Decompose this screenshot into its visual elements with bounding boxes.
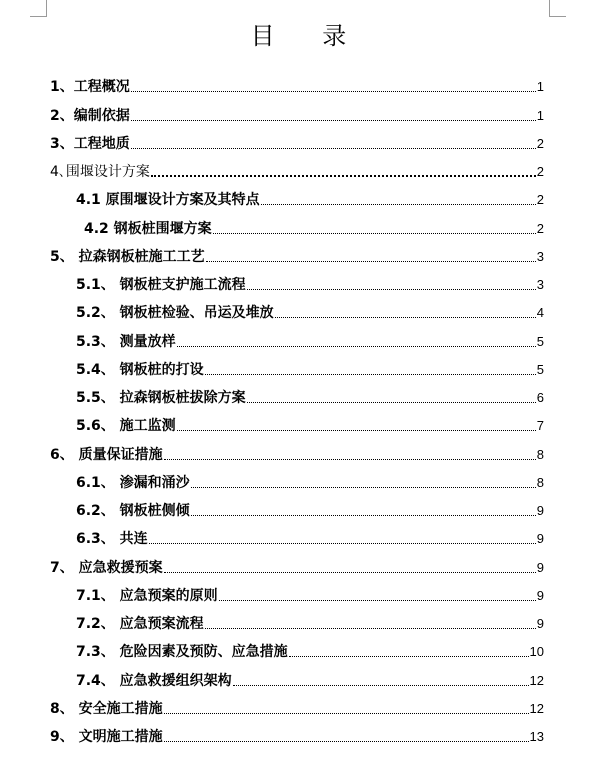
toc-leader-dots: [289, 656, 529, 657]
toc-entry-label: 8、 安全施工措施: [50, 700, 163, 717]
toc-entry-label: 5.6、 施工监测: [76, 418, 176, 435]
toc-entry-label: 5.4、 钢板桩的打设: [76, 361, 204, 378]
toc-entry-page: 2: [536, 192, 544, 208]
toc-entry[interactable]: [0, 661, 597, 689]
toc-entry[interactable]: [0, 96, 597, 124]
toc-entry-page: 1: [536, 107, 544, 123]
toc-entry-label: 7.1、 应急预案的原则: [76, 587, 218, 604]
page-corner-mark-left: [30, 0, 47, 17]
toc-entry[interactable]: [0, 266, 597, 294]
toc-entry-label: 3、工程地质: [50, 135, 130, 152]
toc-leader-dots: [247, 289, 536, 290]
toc-entry[interactable]: [0, 435, 597, 463]
toc-entry[interactable]: [0, 407, 597, 435]
toc-entry-page: 9: [536, 531, 544, 547]
toc-entry-page: 7: [536, 418, 544, 434]
toc-leader-dots: [191, 487, 536, 488]
toc-entry-page: 6: [536, 390, 544, 405]
toc-entry-label: 2、编制依据: [50, 107, 130, 124]
toc-entry-page: 3: [536, 277, 544, 292]
toc-entry[interactable]: [0, 351, 597, 379]
toc-entry-label: 6、 质量保证措施: [50, 446, 163, 463]
toc-leader-dots: [191, 515, 536, 516]
toc-entry[interactable]: [0, 322, 597, 350]
table-of-contents: [0, 68, 597, 746]
toc-entry-label: 4.1 原围堰设计方案及其特点: [76, 192, 260, 209]
toc-entry-page: 5: [536, 333, 544, 349]
toc-leader-dots: [164, 572, 536, 573]
toc-leader-dots: [177, 346, 536, 347]
toc-entry[interactable]: [0, 718, 597, 746]
toc-leader-dots: [131, 148, 536, 149]
toc-entry[interactable]: [0, 548, 597, 576]
toc-leader-dots: [219, 600, 536, 601]
toc-entry-label: 7.4、 应急救援组织架构: [76, 672, 232, 689]
toc-entry-label: 5.3、 测量放样: [76, 333, 176, 350]
toc-leader-dots: [233, 685, 529, 686]
toc-entry[interactable]: [0, 520, 597, 548]
toc-leader-dots: [131, 91, 536, 92]
toc-entry-label: 9、 文明施工措施: [50, 729, 163, 745]
toc-leader-dots: [261, 204, 536, 205]
toc-entry-label: 6.1、 渗漏和涌沙: [76, 474, 190, 491]
toc-leader-dots: [164, 459, 536, 460]
toc-entry[interactable]: [0, 690, 597, 718]
toc-leader-dots: [213, 233, 536, 234]
toc-entry-page: 1: [536, 79, 544, 95]
toc-entry[interactable]: [0, 238, 597, 266]
toc-entry-label: 7、 应急救援预案: [50, 559, 163, 576]
toc-entry-label: 5.1、 钢板桩支护施工流程: [76, 277, 246, 293]
toc-entry-page: 10: [529, 644, 544, 660]
toc-entry-page: 8: [536, 474, 544, 490]
toc-leader-dots: [149, 543, 536, 544]
toc-leader-dots: [164, 713, 529, 714]
toc-entry-page: 2: [536, 164, 544, 179]
toc-leader-dots: [131, 120, 536, 121]
toc-entry[interactable]: [0, 577, 597, 605]
toc-leader-dots: [164, 741, 529, 742]
toc-entry-page: 12: [529, 672, 544, 688]
toc-leader-dots: [151, 175, 536, 177]
toc-entry[interactable]: [0, 181, 597, 209]
toc-entry-page: 9: [536, 559, 544, 575]
toc-entry-page: 12: [529, 700, 544, 716]
toc-entry-label: 7.2、 应急预案流程: [76, 616, 204, 632]
toc-entry-label: 1、工程概况: [50, 79, 130, 96]
page-title: 目 录: [250, 22, 367, 50]
toc-leader-dots: [177, 430, 536, 431]
toc-entry-page: 4: [536, 305, 544, 321]
toc-entry-page: 2: [536, 135, 544, 151]
toc-entry[interactable]: [0, 209, 597, 237]
toc-entry-page: 9: [536, 587, 544, 603]
toc-entry[interactable]: [0, 153, 597, 181]
toc-leader-dots: [205, 628, 536, 629]
toc-entry[interactable]: [0, 605, 597, 633]
toc-entry-page: 9: [536, 503, 544, 518]
toc-entry-page: 8: [536, 446, 544, 462]
toc-entry[interactable]: [0, 464, 597, 492]
toc-entry[interactable]: [0, 379, 597, 407]
page-corner-mark-right: [549, 0, 566, 17]
toc-leader-dots: [275, 317, 536, 318]
toc-entry-label: 7.3、 危险因素及预防、应急措施: [76, 644, 288, 661]
toc-entry-page: 3: [536, 248, 544, 264]
toc-entry-label: 4.2 钢板桩围堰方案: [84, 220, 212, 237]
toc-entry[interactable]: [0, 294, 597, 322]
toc-leader-dots: [206, 261, 536, 262]
toc-entry-label: 5.2、 钢板桩检验、吊运及堆放: [76, 305, 274, 322]
toc-entry[interactable]: [0, 125, 597, 153]
toc-entry-page: 13: [529, 729, 544, 744]
toc-entry-label: 5、 拉森钢板桩施工工艺: [50, 248, 205, 265]
toc-entry-page: 5: [536, 361, 544, 377]
toc-entry-page: 9: [536, 616, 544, 631]
toc-entry[interactable]: [0, 633, 597, 661]
toc-entry-page: 2: [536, 220, 544, 236]
toc-entry-label: 6.3、 共连: [76, 531, 148, 548]
toc-entry-label: 6.2、 钢板桩侧倾: [76, 503, 190, 519]
toc-entry[interactable]: [0, 492, 597, 520]
toc-entry[interactable]: [0, 68, 597, 96]
toc-leader-dots: [205, 374, 536, 375]
toc-entry-label: 4､围堰设计方案: [50, 164, 150, 180]
toc-entry-label: 5.5、 拉森钢板桩拔除方案: [76, 390, 246, 406]
toc-leader-dots: [247, 402, 536, 403]
